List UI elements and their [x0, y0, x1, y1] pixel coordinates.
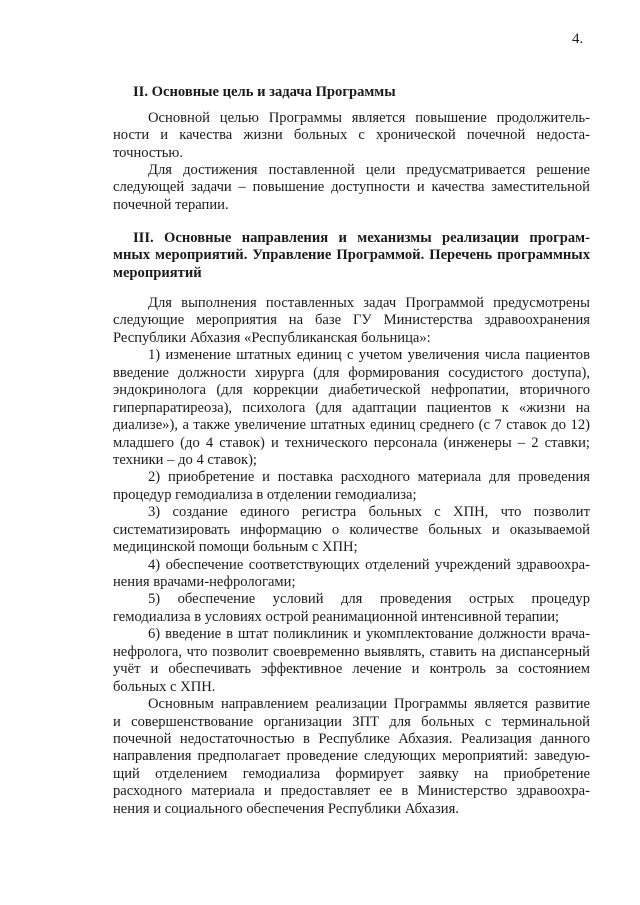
text-line: диализе»), а также увеличение штатных единиц среднего (с 7 ставок до 12) [113, 417, 590, 434]
text-line: младшего (до 4 ставок) и технического персонала (инженеры – 2 ставки; [113, 434, 590, 451]
text-line: мероприятий [113, 264, 202, 281]
text-line: Республики Абхазия «Республиканская больница»: [113, 329, 431, 346]
text-line: расходного материала и предоставляет ее в Министерство здравоохра- [113, 783, 590, 800]
text-line: следующей задачи – повышение доступности и качества заместительной [113, 179, 590, 196]
text-line: учёт и обеспечивать эффективное лечение и контроль за состоянием [113, 661, 590, 678]
text-line: следующие мероприятия на базе ГУ Министерства здравоохранения [113, 312, 590, 329]
para-measures [113, 295, 590, 818]
text-line: направления предполагает проведение следующих мероприятий: заведую- [113, 748, 590, 765]
page-number: 4. [572, 31, 584, 47]
text-line: гемодиализа в условиях острой реанимационной интенсивной терапии; [113, 608, 560, 625]
text-line: больных с ХПН. [113, 678, 216, 695]
text-line: почечной недостаточностью в Республике Абхазия. Реализация данного [113, 730, 590, 747]
text-line: Для выполнения поставленных задач Программой предусмотрены [148, 295, 590, 311]
text-line: почечной терапии. [113, 196, 229, 213]
text-line: введение должности хирурга (для формирования сосудистого доступа), [113, 364, 590, 381]
text-line: нения и социального обеспечения Республики Абхазия. [113, 800, 459, 817]
text-line: и совершенствование организации ЗПТ для больных с терминальной [113, 713, 590, 730]
text-line: процедур гемодиализа в отделении гемодиализа; [113, 486, 417, 503]
para-goal [113, 110, 590, 162]
text-line: точностью. [113, 144, 183, 161]
para-task [113, 162, 590, 214]
text-line: 6) введение в штат поликлиник и укомплектование должности врача- [148, 626, 590, 643]
text-line: систематизировать информацию о количестве больных и оказываемой [113, 521, 590, 538]
text-line: техники – до 4 ставок); [113, 451, 257, 468]
text-line: 4) обеспечение соответствующих отделений учреждений здравоохра- [148, 556, 590, 573]
text-line: нефролога, что позволит своевременно выявлять, ставить на диспансерный [113, 643, 590, 660]
text-line: 2) приобретение и поставка расходного материала для проведения [148, 469, 590, 486]
text-line: нения врачами-нефрологами; [113, 574, 296, 590]
section-heading-2 [113, 84, 590, 101]
text-line: III. Основные направления и механизмы реализации програм- [133, 230, 590, 246]
section-heading-3 [113, 230, 590, 282]
text-line: Основным направлением реализации Программы является развитие [148, 696, 590, 713]
text-line: ности и качества жизни больных с хронической почечной недоста- [113, 127, 590, 144]
text-line: Основной целью Программы является повышение продолжитель- [148, 110, 590, 126]
text-line: щий отделением гемодиализа формирует заявку на приобретение [113, 765, 590, 782]
text-line: 5) обеспечение условий для проведения острых процедур [148, 591, 590, 608]
text-line: 1) изменение штатных единиц с учетом увеличения числа пациентов [148, 347, 590, 364]
text-line: эндокринолога (для коррекции диабетической нефропатии, вторичного [113, 382, 590, 399]
text-line: Для достижения поставленной цели предусматривается решение [148, 162, 590, 178]
text-line: медицинской помощи больным с ХПН; [113, 539, 358, 556]
text-line: 3) создание единого регистра больных с ХПН, что позволит [148, 504, 590, 521]
text-line: II. Основные цель и задача Программы [133, 84, 396, 100]
text-line: мных мероприятий. Управление Программой. Перечень программных [113, 247, 590, 264]
text-line: гиперпаратиреоза), психолога (для адаптации пациентов к «жизни на [113, 399, 590, 416]
